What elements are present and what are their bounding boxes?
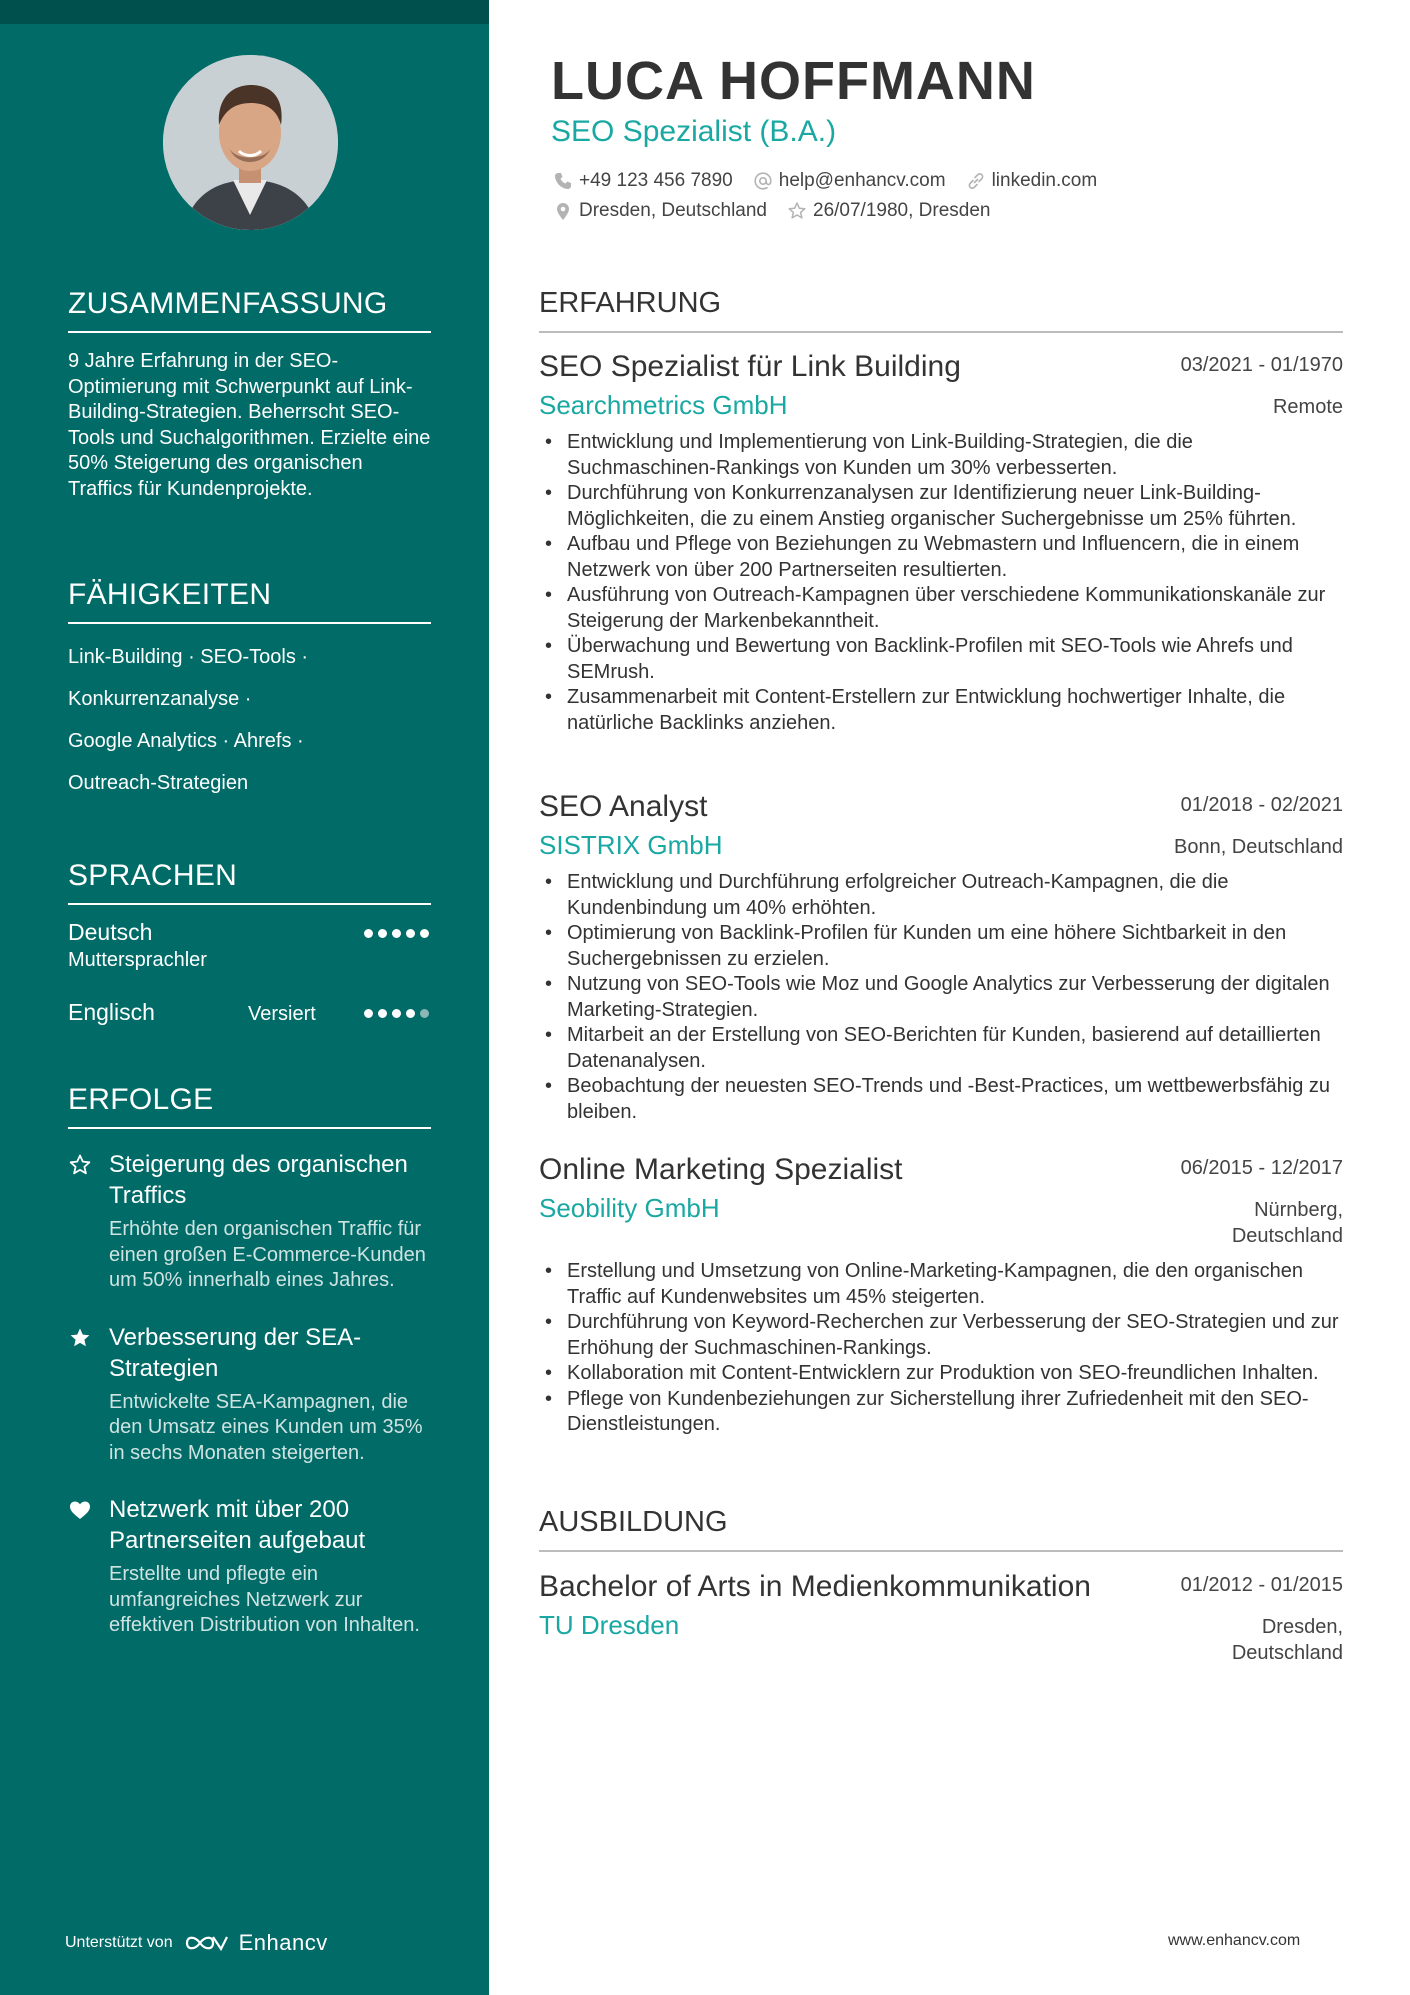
job-dates: 06/2015 - 12/2017 xyxy=(1180,1157,1343,1179)
job-bullets xyxy=(539,1259,1343,1438)
email-item[interactable] xyxy=(753,170,946,192)
star-filled-icon xyxy=(68,1326,92,1350)
rating-dot xyxy=(406,929,415,938)
sidebar-top-bar xyxy=(0,0,489,24)
summary-section xyxy=(68,287,431,502)
powered-by-text: Unterstützt von xyxy=(65,1934,173,1951)
job-bullets xyxy=(539,870,1343,1125)
linkedin-item[interactable] xyxy=(966,170,1098,192)
job-location-line: Nürnberg, xyxy=(1254,1199,1343,1221)
language-sub: Muttersprachler xyxy=(68,949,207,971)
rating-dot xyxy=(406,1009,415,1018)
job-location xyxy=(1232,1197,1343,1249)
degree-title: Bachelor of Arts in Medienkommunikation xyxy=(539,1570,1091,1603)
star-outline-icon xyxy=(787,201,807,221)
languages-title: SPRACHEN xyxy=(68,859,431,905)
bullet-item: • Pflege von Kundenbeziehungen zur Sicherstellung ihrer Zufriedenheit mit den SEO-Dienstleistungen. xyxy=(539,1387,1343,1438)
bullet-item: • Mitarbeit an der Erstellung von SEO-Berichten für Kunden, basierend auf detaillierten Datenanalysen. xyxy=(539,1023,1343,1074)
rating-dot xyxy=(420,929,429,938)
rating-dot-empty xyxy=(420,1009,429,1018)
job-item xyxy=(539,790,1343,1125)
job-title: Online Marketing Spezialist xyxy=(539,1153,903,1186)
bullet-item: • Durchführung von Konkurrenzanalysen zur Identifizierung neuer Link-Building-Möglichkeiten, die zu einem Anstieg organischer Suchergebnisse um 25% führten. xyxy=(539,481,1343,532)
language-rating xyxy=(364,929,429,938)
rating-dot xyxy=(392,1009,401,1018)
powered-by xyxy=(65,1930,328,1956)
skills-title: FÄHIGKEITEN xyxy=(68,578,431,624)
experience-title: ERFAHRUNG xyxy=(539,287,1343,333)
education-title: AUSBILDUNG xyxy=(539,1506,1343,1552)
star-outline-icon xyxy=(68,1153,92,1177)
language-rating xyxy=(364,1009,429,1018)
achievement-item xyxy=(68,1322,431,1467)
rating-dot xyxy=(364,1009,373,1018)
achievement-title: Netzwerk mit über 200 Partnerseiten aufgebaut xyxy=(109,1496,366,1554)
bullet-item: • Durchführung von Keyword-Recherchen zur Verbesserung der SEO-Strategien und zur Erhöhung der Suchmaschinen-Rankings. xyxy=(539,1310,1343,1361)
job-bullets xyxy=(539,430,1343,736)
achievements-title: ERFOLGE xyxy=(68,1083,431,1129)
achievement-item xyxy=(68,1149,431,1294)
bullet-item: • Kollaboration mit Content-Entwicklern zur Produktion von SEO-freundlichen Inhalten. xyxy=(539,1361,1343,1387)
skill-line: Outreach-Strategien xyxy=(68,772,249,794)
sidebar xyxy=(0,0,489,1995)
education-item xyxy=(539,1570,1343,1676)
job-location: Remote xyxy=(1272,396,1343,418)
language-name: Deutsch xyxy=(68,919,153,945)
language-level: Versiert xyxy=(248,1003,316,1025)
skill-line: Konkurrenzanalyse · xyxy=(68,688,252,710)
profile-photo xyxy=(163,55,338,230)
achievement-item xyxy=(68,1494,431,1639)
skill-line: Link-Building · SEO-Tools · xyxy=(68,646,309,668)
contact-row xyxy=(553,170,1097,192)
summary-text: 9 Jahre Erfahrung in der SEO-Optimierung mit Schwerpunkt auf Link-Building-Strategien. Beherrscht SEO-Tools und Suchalgorithmen. Erzielte eine 50% Steigerung des organischen Traffics für Kundenprojekte. xyxy=(68,350,431,500)
bullet-item: • Erstellung und Umsetzung von Online-Marketing-Kampagnen, die den organischen Traffic auf Kundenwebsites um 45% steigerten. xyxy=(539,1259,1343,1310)
job-item xyxy=(539,1153,1343,1438)
bullet-item: • Aufbau und Pflege von Beziehungen zu Webmastern und Influencern, die in einem Netzwerk von über 200 Partnerseiten resultierten. xyxy=(539,532,1343,583)
job-company: Searchmetrics GmbH xyxy=(539,390,788,420)
location-item xyxy=(553,200,767,222)
achievement-title: Steigerung des organischen Traffics xyxy=(109,1151,408,1209)
achievement-desc: Entwickelte SEA-Kampagnen, die den Umsatz eines Kunden um 35% in sechs Monaten steigerten. xyxy=(109,1390,423,1464)
rating-dot xyxy=(378,929,387,938)
location-pin-icon xyxy=(553,201,573,221)
achievements-section xyxy=(68,1083,431,1639)
link-icon xyxy=(966,171,986,191)
phone-icon xyxy=(553,171,573,191)
job-title: SEO Spezialist für Link Building xyxy=(539,350,961,383)
bullet-item: • Entwicklung und Implementierung von Link-Building-Strategien, die die Suchmaschinen-Rankings von Kunden um 30% verbesserten. xyxy=(539,430,1343,481)
bullet-item: • Ausführung von Outreach-Kampagnen über verschiedene Kommunikationskanäle zur Steigerung der Markenbekanntheit. xyxy=(539,583,1343,634)
birth-text: 26/07/1980, Dresden xyxy=(813,200,991,221)
rating-dot xyxy=(392,929,401,938)
heart-icon xyxy=(68,1498,92,1522)
skill-line: Google Analytics · Ahrefs · xyxy=(68,730,304,752)
job-dates: 03/2021 - 01/1970 xyxy=(1180,354,1343,376)
achievement-title: Verbesserung der SEA-Strategien xyxy=(109,1323,362,1382)
summary-title: ZUSAMMENFASSUNG xyxy=(68,287,431,333)
job-company: Seobility GmbH xyxy=(539,1193,720,1223)
education-dates: 01/2012 - 01/2015 xyxy=(1180,1574,1343,1596)
rating-dot xyxy=(364,929,373,938)
bullet-item: • Beobachtung der neuesten SEO-Trends und -Best-Practices, um wettbewerbsfähig zu bleiben. xyxy=(539,1074,1343,1125)
candidate-title: SEO Spezialist (B.A.) xyxy=(551,115,837,148)
bullet-item: • Entwicklung und Durchführung erfolgreicher Outreach-Kampagnen, die die Kundenbindung um 40% erhöhten. xyxy=(539,870,1343,921)
achievement-desc: Erstellte und pflegte ein umfangreiches Netzwerk zur effektiven Distribution von Inhalten. xyxy=(109,1563,420,1636)
enhancv-logo-icon xyxy=(183,1931,229,1955)
language-item xyxy=(68,905,431,985)
job-location: Bonn, Deutschland xyxy=(1173,836,1343,858)
linkedin-text: linkedin.com xyxy=(991,170,1098,191)
language-name: Englisch xyxy=(68,999,155,1025)
phone-item xyxy=(553,170,733,192)
at-icon xyxy=(753,171,773,191)
language-item xyxy=(68,985,431,1065)
education-location-line: Dresden, xyxy=(1261,1616,1343,1638)
bullet-item: • Optimierung von Backlink-Profilen für Kunden um eine höhere Sichtbarkeit in den Suchergebnissen zu erzielen. xyxy=(539,921,1343,972)
rating-dot xyxy=(378,1009,387,1018)
job-location-line: Deutschland xyxy=(1231,1225,1343,1247)
bullet-item: • Nutzung von SEO-Tools wie Moz und Google Analytics zur Verbesserung der digitalen Marketing-Strategien. xyxy=(539,972,1343,1023)
job-dates: 01/2018 - 02/2021 xyxy=(1180,794,1343,816)
job-company: SISTRIX GmbH xyxy=(539,830,723,860)
achievement-desc: Erhöhte den organischen Traffic für einen großen E-Commerce-Kunden um 50% innerhalb eines Jahres. xyxy=(109,1218,426,1291)
contact-row xyxy=(553,200,990,222)
candidate-name: LUCA HOFFMANN xyxy=(551,51,1036,111)
job-item xyxy=(539,350,1343,736)
email-text: help@enhancv.com xyxy=(778,170,946,191)
school-name: TU Dresden xyxy=(539,1610,680,1640)
languages-section xyxy=(68,859,431,1065)
bullet-item: • Überwachung und Bewertung von Backlink-Profilen mit SEO-Tools wie Ahrefs und SEMrush. xyxy=(539,634,1343,685)
footer-url[interactable]: www.enhancv.com xyxy=(1168,1932,1301,1949)
location-text: Dresden, Deutschland xyxy=(579,200,767,221)
skills-section xyxy=(68,578,431,804)
education-location-line: Deutschland xyxy=(1231,1642,1343,1664)
birth-item xyxy=(787,200,990,222)
job-title: SEO Analyst xyxy=(539,790,708,823)
bullet-item: • Zusammenarbeit mit Content-Erstellern zur Entwicklung hochwertiger Inhalte, die natürliche Backlinks anziehen. xyxy=(539,685,1343,736)
enhancv-brand: Enhancv xyxy=(238,1930,328,1955)
phone-text: +49 123 456 7890 xyxy=(579,170,733,191)
education-location xyxy=(1232,1614,1343,1666)
